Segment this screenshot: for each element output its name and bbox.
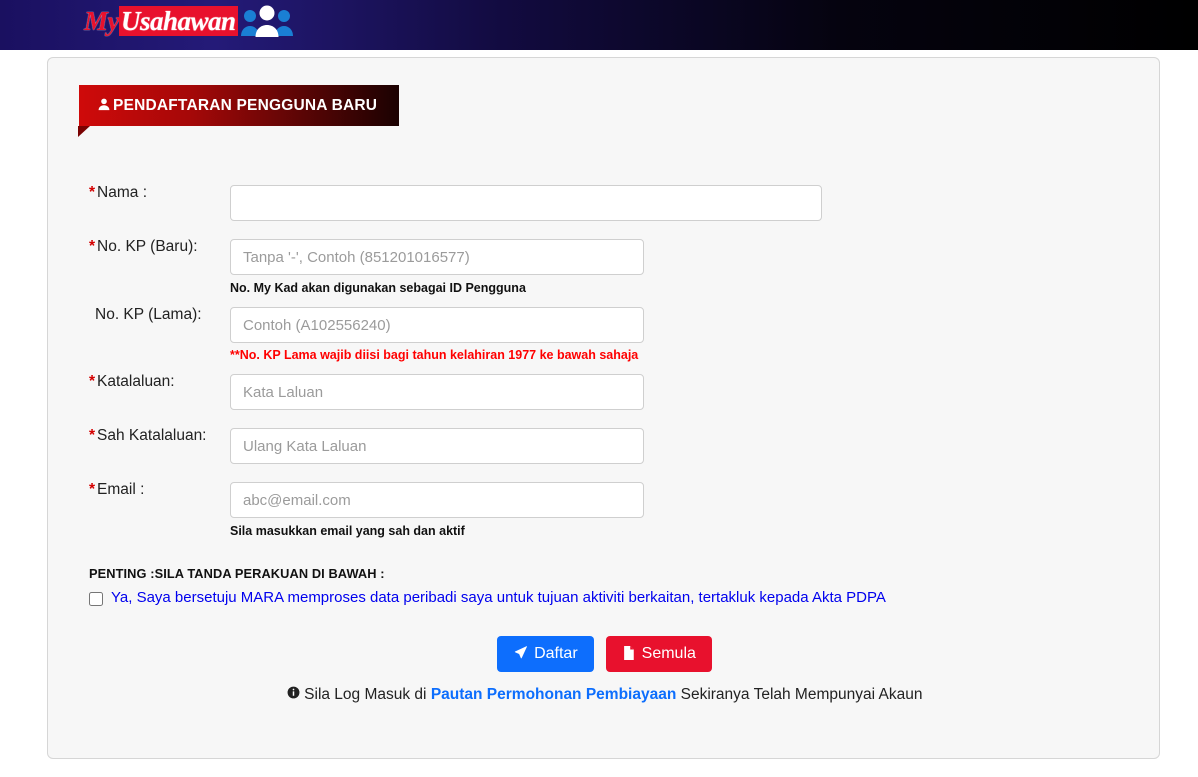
pautan-permohonan-pembiayaan-link[interactable]: Pautan Permohonan Pembiayaan (430, 686, 677, 703)
label-nama (48, 185, 230, 201)
nokp-baru-input[interactable] (230, 239, 644, 275)
consent-text: Ya, Saya bersetuju MARA memproses data peribadi saya untuk tujuan aktiviti berkaitan, tertakluk kepada Akta PDPA (111, 589, 886, 606)
form-row-nokp-lama (48, 307, 1159, 362)
nokp-lama-input[interactable] (230, 307, 644, 343)
daftar-button-label: Daftar (534, 645, 578, 662)
panel-header (79, 85, 399, 126)
label-sah-katalaluan-text: Sah Katalaluan: (97, 427, 207, 444)
label-nama-text: Nama : (97, 184, 148, 201)
top-bar (0, 0, 1198, 50)
semula-button[interactable] (606, 636, 712, 672)
form-row-sah-katalaluan (48, 428, 1159, 464)
file-icon (622, 646, 635, 663)
consent-section (89, 566, 1089, 607)
required-marker: * (89, 238, 96, 255)
panel-header-ribbon (79, 85, 399, 126)
login-note-suffix: Sekiranya Telah Mempunyai Akaun (676, 686, 923, 703)
label-nokp-lama (48, 307, 230, 323)
katalaluan-input[interactable] (230, 374, 644, 410)
people-group-icon (240, 4, 294, 38)
label-katalaluan-text: Katalaluan: (97, 373, 175, 390)
label-nokp-lama-text: No. KP (Lama): (95, 306, 202, 323)
nokp-lama-hint: **No. KP Lama wajib diisi bagi tahun kelahiran 1977 ke bawah sahaja (230, 348, 639, 362)
registration-card (47, 57, 1160, 759)
login-note-prefix: Sila Log Masuk di (304, 686, 431, 703)
registration-form (48, 185, 1159, 538)
required-marker: * (89, 427, 96, 444)
user-icon (97, 97, 111, 114)
form-actions (48, 636, 1161, 672)
sah-katalaluan-input[interactable] (230, 428, 644, 464)
label-sah-katalaluan (48, 428, 230, 444)
info-circle-icon (287, 687, 304, 702)
label-email-text: Email : (97, 481, 145, 498)
consent-line (89, 590, 1089, 607)
paper-plane-icon (513, 646, 527, 663)
label-katalaluan (48, 374, 230, 390)
form-row-email (48, 482, 1159, 538)
email-input[interactable] (230, 482, 644, 518)
logo-usahawan: Usahawan (121, 5, 236, 36)
daftar-button[interactable] (497, 636, 594, 672)
semula-button-label: Semula (641, 645, 696, 662)
logo-text (84, 5, 238, 36)
site-logo[interactable] (84, 0, 294, 42)
logo-my: My (84, 5, 119, 36)
label-nokp-baru-text: No. KP (Baru): (97, 238, 198, 255)
ribbon-fold (78, 126, 90, 137)
consent-checkbox[interactable] (89, 592, 103, 606)
form-row-nama (48, 185, 1159, 221)
required-marker: * (89, 184, 96, 201)
required-marker: * (89, 481, 96, 498)
form-row-nokp-baru (48, 239, 1159, 295)
email-hint: Sila masukkan email yang sah dan aktif (230, 524, 465, 538)
label-email (48, 482, 230, 498)
form-row-katalaluan (48, 374, 1159, 410)
label-nokp-baru (48, 239, 230, 255)
nama-input[interactable] (230, 185, 822, 221)
panel-header-title: PENDAFTARAN PENGGUNA BARU (113, 96, 378, 114)
consent-title: PENTING :SILA TANDA PERAKUAN DI BAWAH : (89, 566, 385, 581)
nokp-baru-hint: No. My Kad akan digunakan sebagai ID Pengguna (230, 281, 526, 295)
required-marker: * (89, 373, 96, 390)
login-note (48, 686, 1161, 704)
